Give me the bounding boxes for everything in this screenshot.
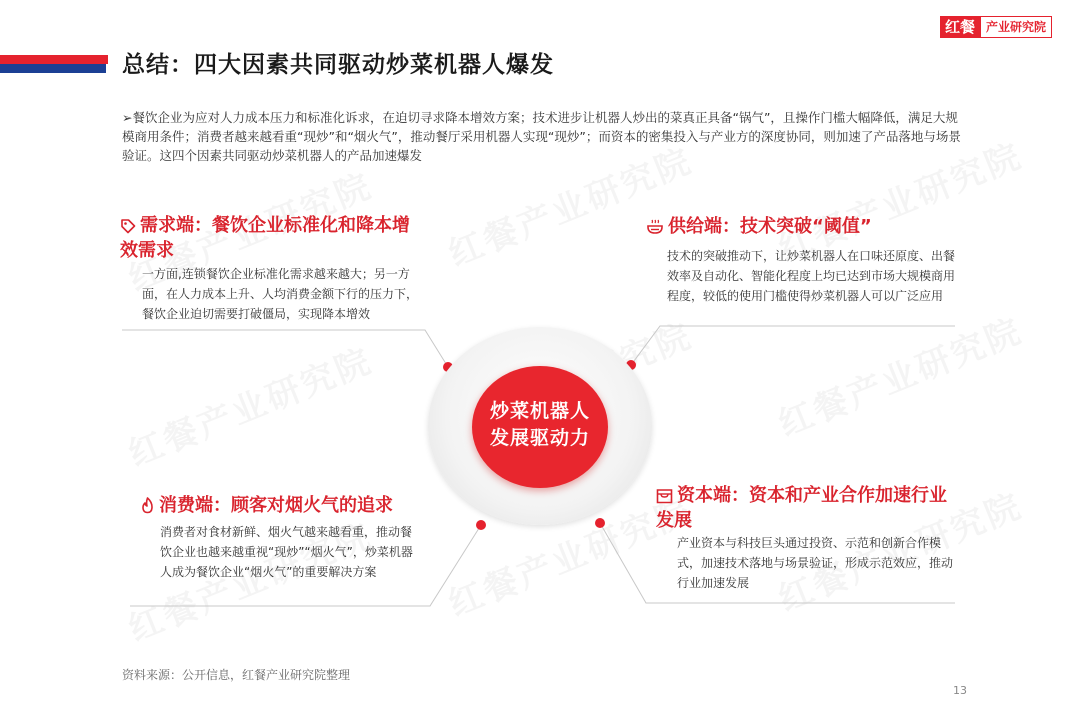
page-title: 总结：四大因素共同驱动炒菜机器人爆发 — [122, 52, 554, 78]
capital-title-block — [656, 483, 956, 533]
storefront-icon — [656, 488, 673, 504]
connector-supply — [631, 326, 955, 365]
page-number: 13 — [953, 684, 967, 697]
center-label-line2: 发展驱动力 — [489, 427, 590, 449]
capital-body: 产业资本与科技巨头通过投资、示范和创新合作模式，加速技术落地与场景验证，形成示范效应，推动行业加速发展 — [677, 536, 954, 590]
tag-icon — [120, 218, 136, 234]
capital-title: 资本端：资本和产业合作加速行业发展 — [656, 485, 947, 531]
intro-paragraph: ➢餐饮企业为应对人力成本压力和标准化诉求，在迫切寻求降本增效方案；技术进步让机器人炒出的菜真正具备“锅气”，且操作门槛大幅降低，满足大规模商用条件；消费者越来越看重“现炒”和“烟火气”，推动餐厅采用机器人实现“现炒”；而资本的密集投入与产业方的深度协同，则加速了产品落地与场景验证。这四个因素共同驱动炒菜机器人的产品加速爆发 — [122, 110, 961, 163]
demand-title-block — [120, 213, 425, 263]
consumer-title: 消费端：顾客对烟火气的追求 — [159, 495, 393, 516]
demand-body: 一方面,连锁餐饮企业标准化需求越来越大；另一方面，在人力成本上升、人均消费金额下行的压力下，餐饮企业迫切需要打破僵局，实现降本增效 — [142, 267, 419, 321]
supply-body: 技术的突破推动下，让炒菜机器人在口味还原度、出餐效率及自动化、智能化程度上均已达到市场大规模商用程度，较低的使用门槛使得炒菜机器人可以广泛应用 — [667, 249, 956, 303]
center-label-line1: 炒菜机器人 — [489, 400, 590, 422]
connector-dot — [476, 520, 486, 530]
demand-title: 需求端：餐饮企业标准化和降本增效需求 — [120, 215, 410, 261]
connector-demand — [122, 330, 448, 367]
cooking-pot-icon — [646, 218, 664, 235]
source-note: 资料来源：公开信息，红餐产业研究院整理 — [122, 668, 351, 682]
supply-title: 供给端：技术突破“阈值” — [668, 216, 872, 237]
logo-mark: 红餐 — [940, 16, 980, 38]
consumer-body: 消费者对食材新鲜、烟火气越来越看重，推动餐饮企业也越来越重视“现炒”“烟火气”，炒菜机器人成为餐饮企业“烟火气”的重要解决方案 — [160, 525, 413, 579]
consumer-title-block — [140, 493, 440, 518]
center-label — [472, 398, 608, 452]
supply-title-block — [646, 214, 966, 239]
connector-dot — [595, 518, 605, 528]
flame-icon — [140, 497, 155, 514]
logo-text: 产业研究院 — [980, 16, 1052, 38]
